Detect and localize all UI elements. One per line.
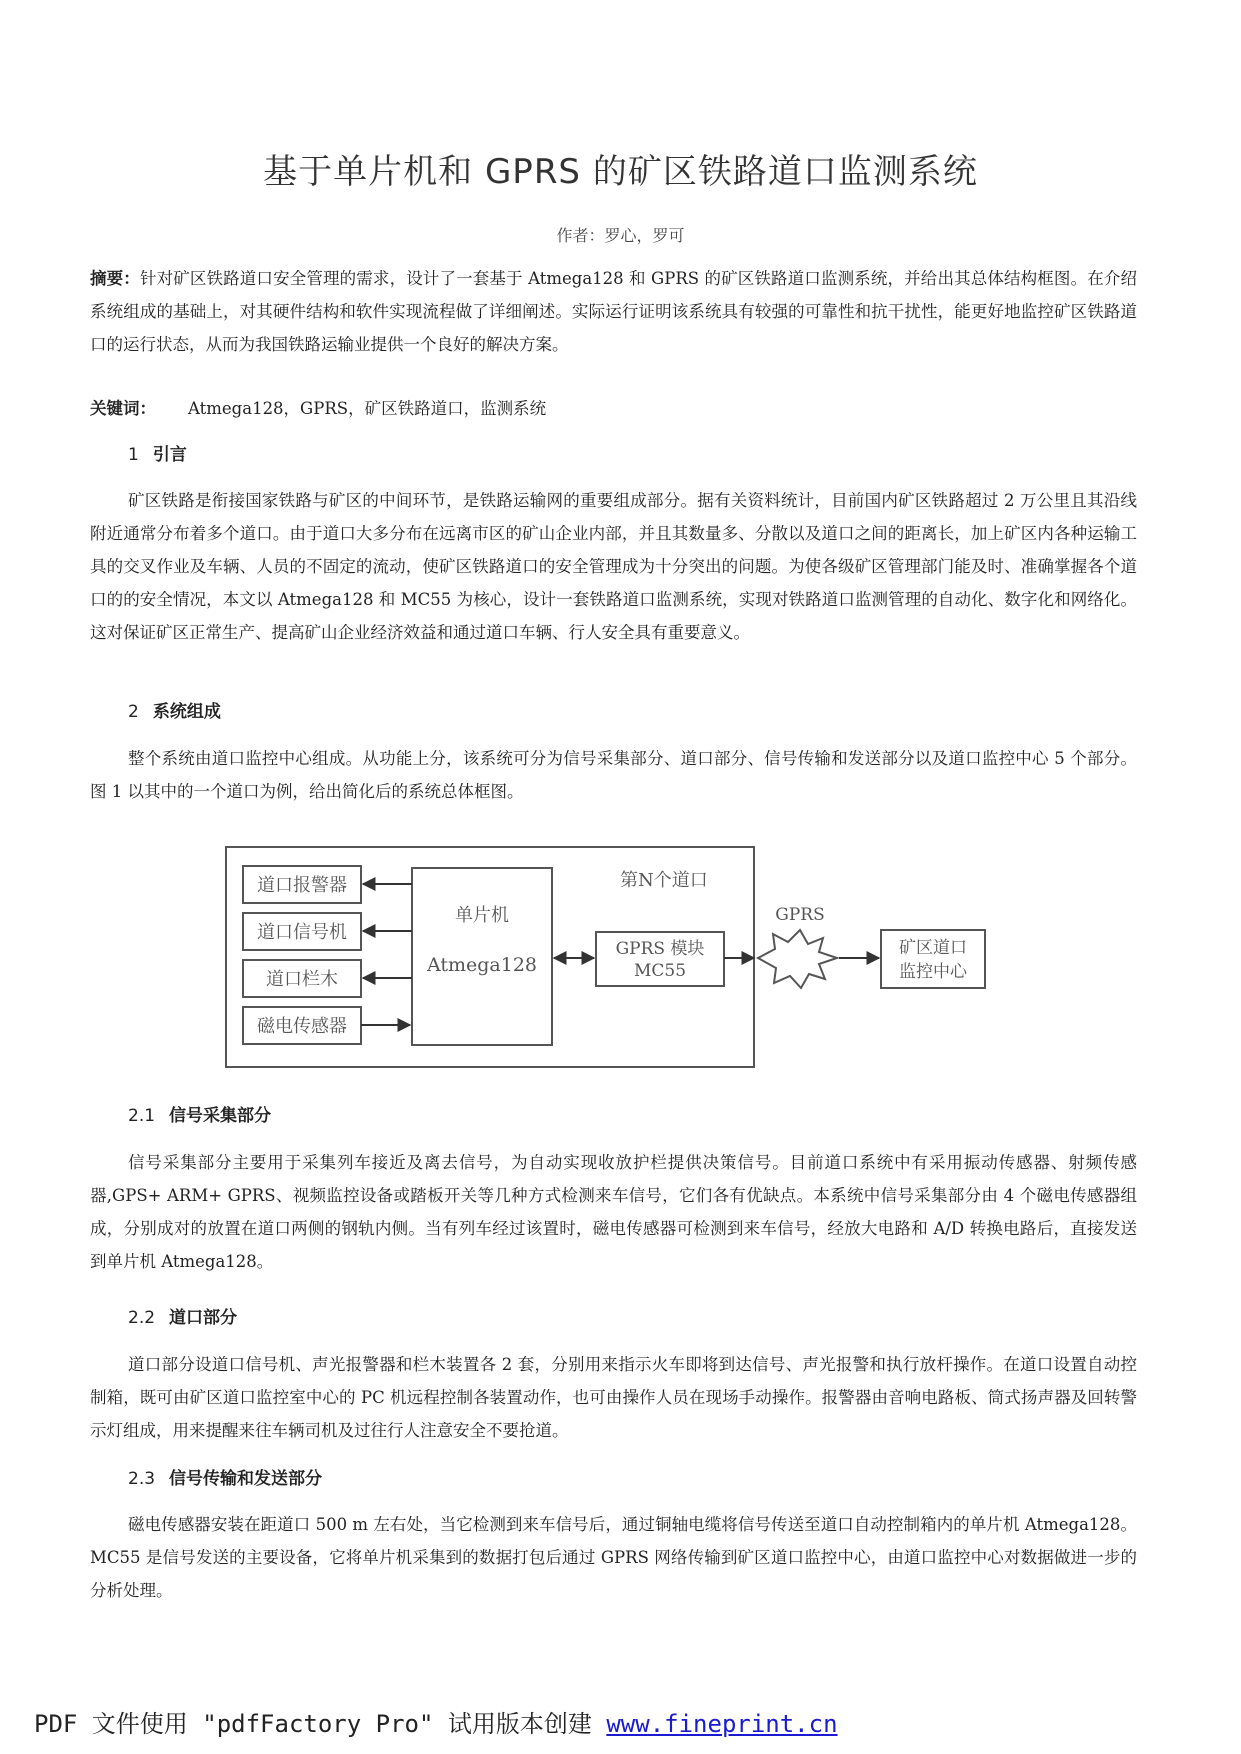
mcu-label: 单片机 [455,905,509,926]
gprs-network-burst-icon [758,930,837,988]
section-title: 信号传输和发送部分 [169,1469,323,1489]
section-body-system: 整个系统由道口监控中心组成。从功能上分，该系统可分为信号采集部分、道口部分、信号传输和发送部分以及道口监控中心 5 个部分。图 1 以其中的一个道口为例，给出简化后的系统总体框图。 [90,749,1137,801]
footer-text: PDF 文件使用 "pdfFactory Pro" 试用版本创建 [34,1710,607,1738]
keywords-paragraph [90,392,1137,425]
keywords-label: 关键词： [90,399,156,418]
paper-title: 基于单片机和 GPRS 的矿区铁路道口监测系统 [263,152,978,192]
abstract-text: 针对矿区铁路道口安全管理的需求，设计了一套基于 Atmega128 和 GPRS 的矿区铁路道口监测系统，并给出其总体结构框图。在介绍系统组成的基础上，对其硬件结构和软件实现流程做了详细阐述。实际运行证明该系统具有较强的可靠性和抗干扰性，能更好地监控矿区铁路道口的运行状态，从而为我国铁路运输业提供一个良好的解决方案。 [90,269,1137,354]
peripheral-label-barrier: 道口栏木 [266,969,338,990]
peripheral-label-signal: 道口信号机 [257,922,347,943]
section-number: 2.2 [128,1308,156,1328]
monitor-center-label-line2: 监控中心 [899,962,967,982]
section-heading-signal-acquisition [128,1104,271,1128]
paper-authors: 作者：罗心，罗可 [556,226,685,245]
section-number: 2.3 [128,1469,156,1489]
section-heading-intro [128,443,187,467]
section-body-signal-acquisition: 信号采集部分主要用于采集列车接近及离去信号，为自动实现收放护栏提供决策信号。目前道口系统中有采用振动传感器、射频传感器,GPS+ ARM+ GPRS、视频监控设备或踏板开关等几种方式检测来车信号，它们各有优缺点。本系统中信号采集部分由 4 个磁电传感器组成，分别成对的放置在道口两侧的钢轨内侧。当有列车经过该置时，磁电传感器可检测到来车信号，经放大电路和 A/D 转换电路后，直接发送到单片机 Atmega128。 [90,1153,1137,1271]
section-title: 系统组成 [152,702,221,722]
section-body-intro: 矿区铁路是衔接国家铁路与矿区的中间环节，是铁路运输网的重要组成部分。据有关资料统计，目前国内矿区铁路超过 2 万公里且其沿线附近通常分布着多个道口。由于道口大多分布在远离市区的矿山企业内部，并且其数量多、分散以及道口之间的距离长，加上矿区内各种运输工具的交叉作业及车辆、人员的不固定的流动，使矿区铁路道口的安全管理成为十分突出的问题。为使各级矿区管理部门能及时、准确掌握各个道口的的安全情况，本文以 Atmega128 和 MC55 为核心，设计一套铁路道口监测系统，实现对铁路道口监测管理的自动化、数字化和网络化。这对保证矿区正常生产、提高矿山企业经济效益和通过道口车辆、行人安全具有重要意义。 [90,491,1137,642]
keywords-text: Atmega128，GPRS，矿区铁路道口，监测系统 [188,399,547,418]
pdf-footer [34,1704,838,1739]
gprs-module-label: GPRS 模块 [615,939,705,959]
section-number: 2.1 [128,1106,156,1126]
section-title: 道口部分 [169,1308,238,1328]
mcu-model-label: Atmega128 [426,954,538,976]
section-title: 信号采集部分 [169,1106,272,1126]
monitor-center-label: 矿区道口 [899,938,967,958]
crossing-frame-label: 第N个道口 [620,870,708,891]
footer-link[interactable]: www.fineprint.cn [606,1710,838,1738]
gprs-module-model-label: MC55 [633,961,687,981]
section-heading-system [128,700,221,724]
abstract-label: 摘要： [90,269,140,288]
peripheral-label-alarm: 道口报警器 [257,875,347,896]
system-block-diagram [225,846,995,1071]
abstract-paragraph [90,262,1137,361]
section-body-crossing: 道口部分设道口信号机、声光报警器和栏木装置各 2 套，分别用来指示火车即将到达信号、声光报警和执行放杆操作。在道口设置自动控制箱，既可由矿区道口监控室中心的 PC 机远程控制各装置动作，也可由操作人员在现场手动操作。报警器由音响电路板、筒式扬声器及回转警示灯组成，用来提醒来往车辆司机及过往行人注意安全不要抢道。 [90,1355,1137,1440]
section-number: 2 [128,702,139,722]
section-heading-transmission [128,1467,322,1491]
section-number: 1 [128,445,139,465]
section-title: 引言 [152,445,187,465]
section-body-transmission: 磁电传感器安装在距道口 500 m 左右处，当它检测到来车信号后，通过铜轴电缆将信号传送至道口自动控制箱内的单片机 Atmega128。MC55 是信号发送的主要设备，它将单片机采集到的数据打包后通过 GPRS 网络传输到矿区道口监控中心，由道口监控中心对数据做进一步的分析处理。 [90,1515,1137,1600]
gprs-network-label: GPRS [775,905,825,925]
peripheral-label-sensor: 磁电传感器 [257,1016,347,1037]
section-heading-crossing [128,1306,237,1330]
